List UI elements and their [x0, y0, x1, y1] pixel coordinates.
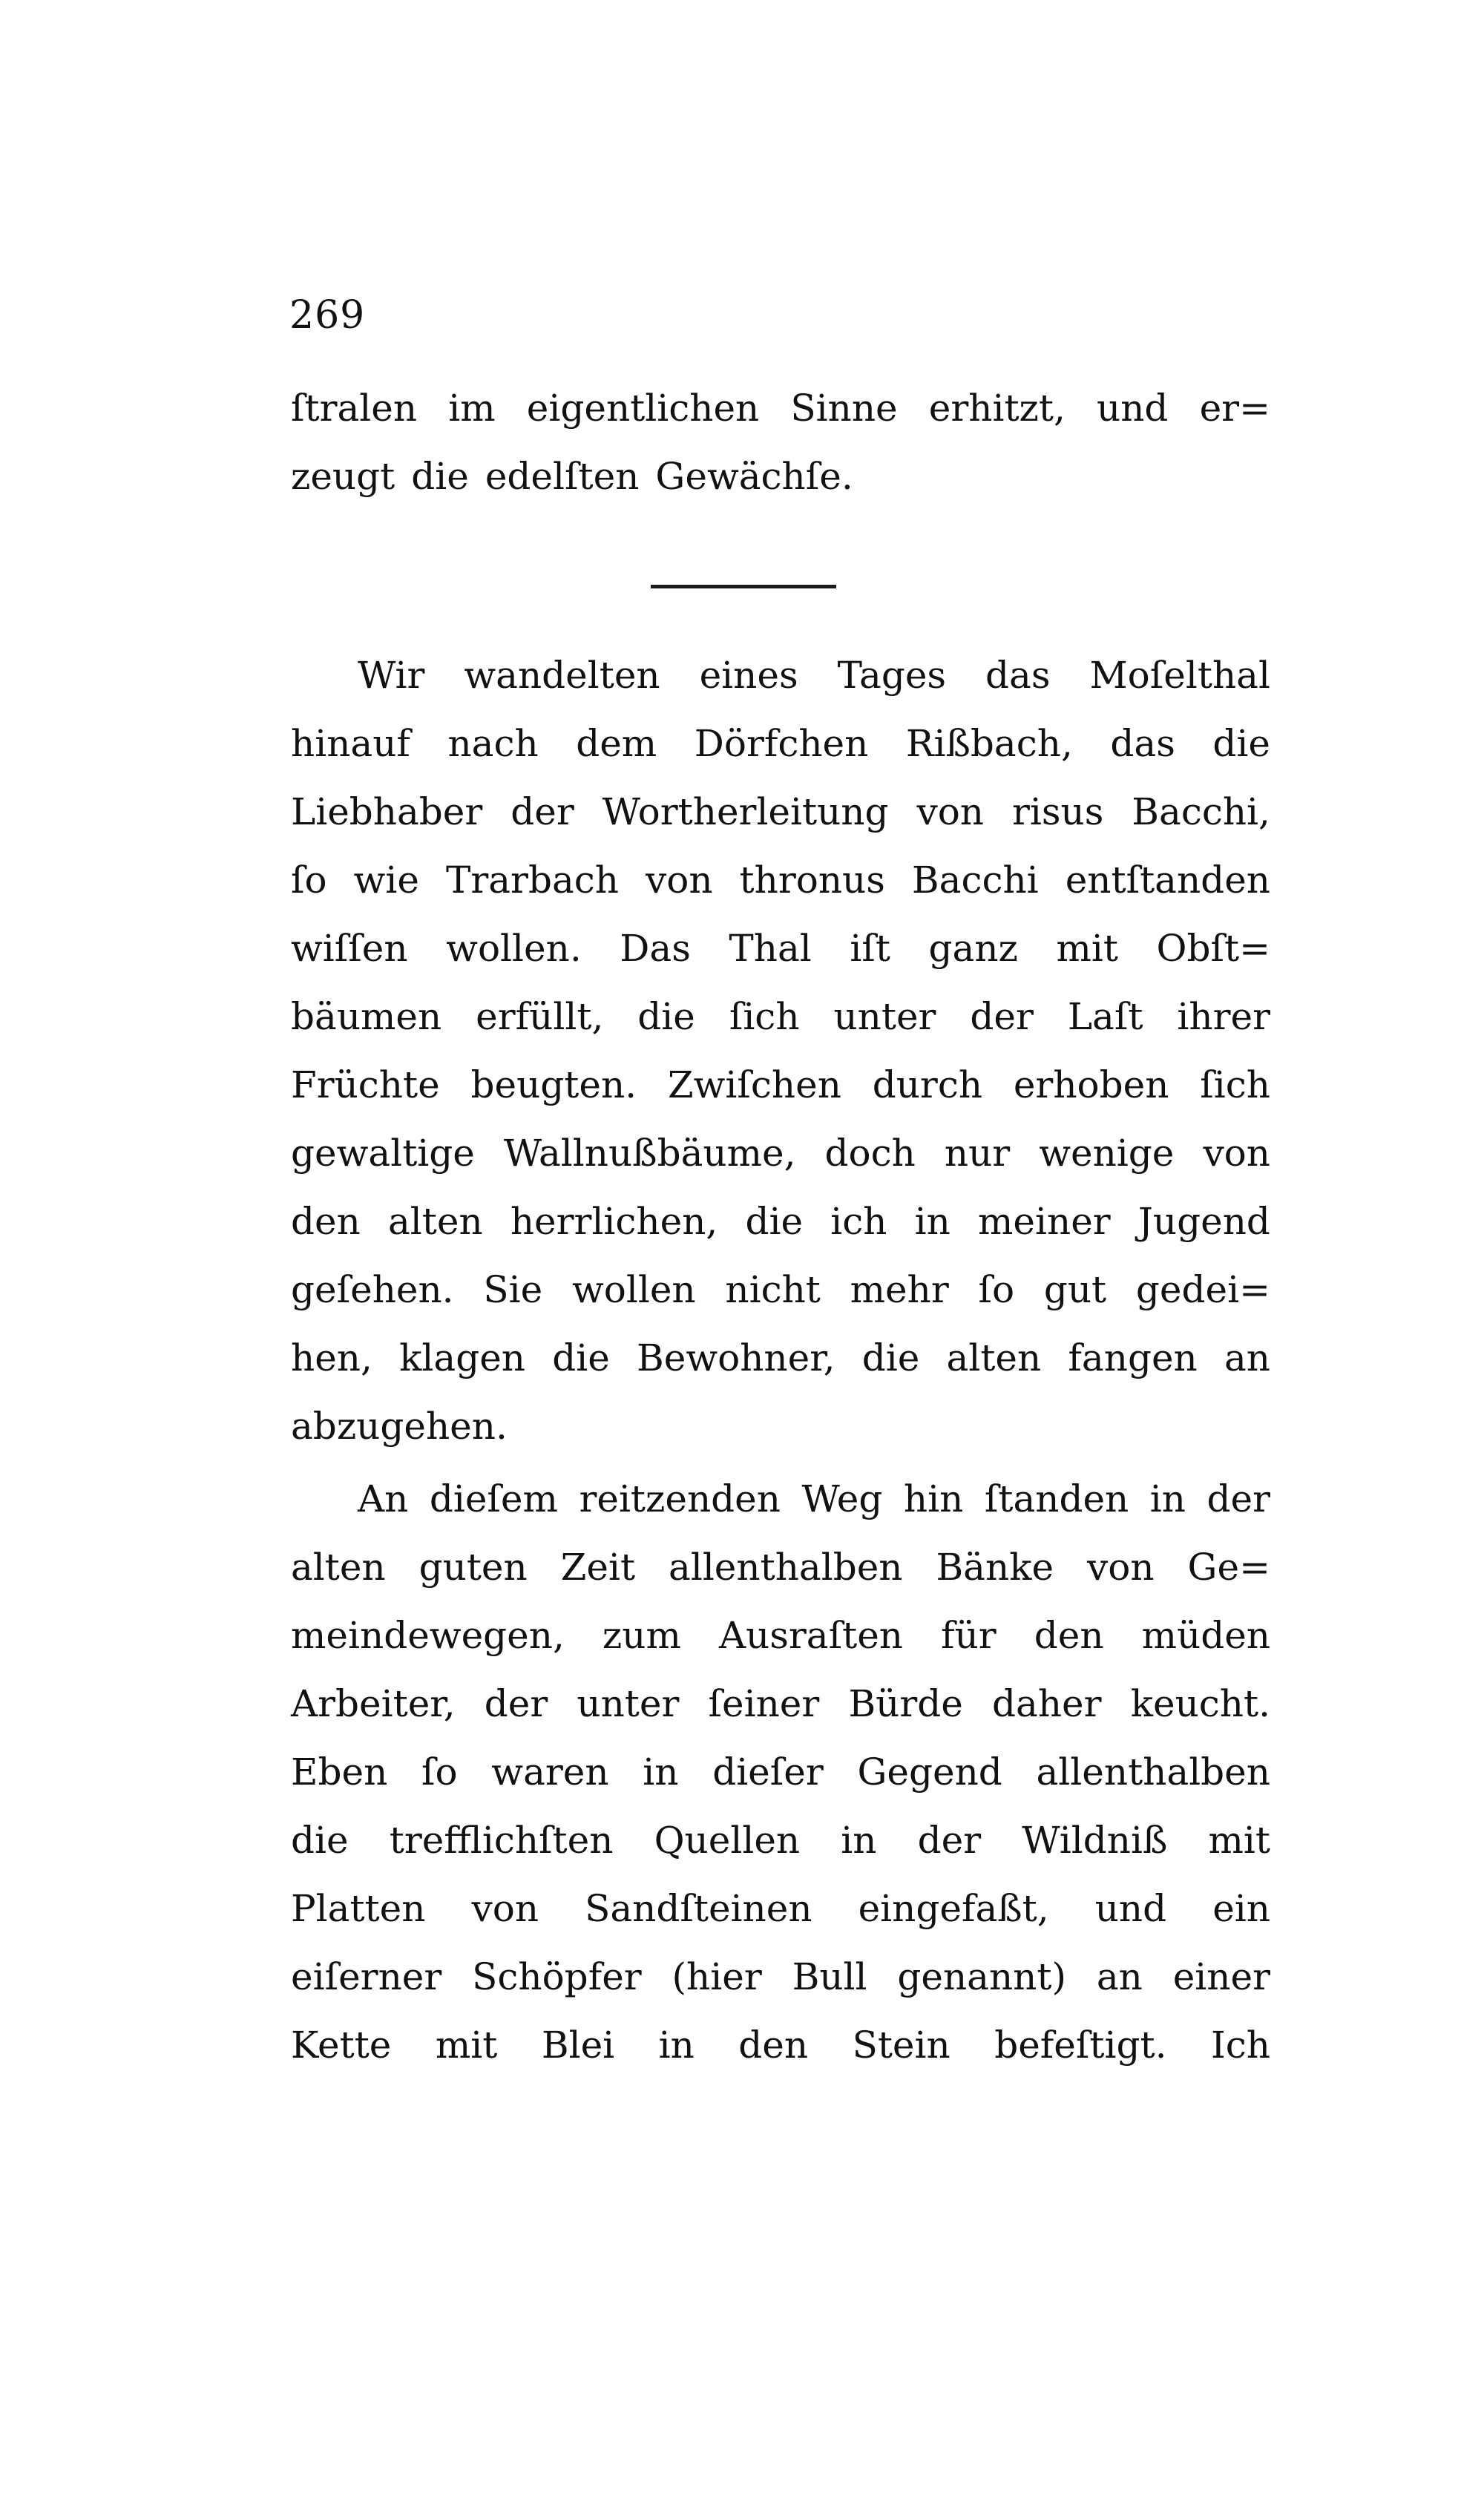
- word: in: [841, 1819, 877, 1862]
- word: reitzenden: [579, 1477, 781, 1520]
- word: der: [1206, 1477, 1270, 1520]
- word: dieſem: [429, 1477, 558, 1520]
- word: Ausraſten: [718, 1614, 904, 1657]
- word: dieſer: [712, 1750, 824, 1794]
- word: Sie: [483, 1268, 543, 1311]
- word: im: [448, 387, 496, 430]
- text-line: [291, 1818, 1270, 1863]
- word: Bürde: [848, 1682, 963, 1725]
- word: fangen: [1068, 1336, 1198, 1379]
- word: Eben: [291, 1750, 388, 1794]
- word: ſich: [729, 995, 800, 1038]
- word: von: [645, 859, 713, 902]
- word: Bänke: [936, 1546, 1054, 1589]
- word: den: [1034, 1614, 1104, 1657]
- text-line: [291, 454, 1270, 499]
- word: Weg: [801, 1477, 883, 1520]
- word: die: [552, 1336, 610, 1379]
- text-line: [291, 1336, 1270, 1380]
- word: dem: [576, 722, 657, 765]
- word: bäumen: [291, 995, 442, 1038]
- word: Dörfchen: [694, 722, 869, 765]
- text-line: [291, 1404, 1270, 1448]
- word: erfüllt,: [476, 995, 604, 1038]
- word: das: [1110, 722, 1175, 765]
- word: daher: [992, 1682, 1102, 1725]
- word: meiner: [978, 1200, 1111, 1243]
- text-line: [291, 858, 1270, 902]
- word: in: [643, 1750, 679, 1794]
- word: trefflichſten: [389, 1819, 614, 1862]
- word: guten: [418, 1546, 528, 1589]
- word: das: [985, 654, 1051, 697]
- text-line: [291, 926, 1270, 971]
- word: Zeit: [560, 1546, 636, 1589]
- word: an: [1096, 1955, 1143, 1998]
- text-line: [291, 386, 1270, 430]
- word: Sandſteinen: [585, 1887, 812, 1930]
- word: von: [916, 790, 985, 833]
- text-line: [291, 1750, 1270, 1794]
- word: allenthalben: [1036, 1750, 1270, 1794]
- word: Moſelthal: [1089, 654, 1270, 697]
- word: eines: [699, 654, 798, 697]
- word: Sinne: [790, 387, 898, 430]
- word: wenige: [1039, 1132, 1175, 1175]
- word: ſeiner: [708, 1682, 820, 1725]
- word: hin: [903, 1477, 964, 1520]
- word: mit: [1056, 927, 1118, 970]
- text-line: [291, 1681, 1270, 1726]
- text-line: [291, 1063, 1270, 1107]
- word: Ge=: [1187, 1546, 1270, 1589]
- word: einer: [1172, 1955, 1270, 1998]
- word: erhoben: [1013, 1063, 1169, 1106]
- word: Liebhaber: [291, 790, 483, 833]
- word: in: [914, 1200, 951, 1243]
- page-number: 269: [289, 293, 366, 338]
- word: von: [1087, 1546, 1155, 1589]
- word: zum: [602, 1614, 681, 1657]
- word: nur: [944, 1132, 1011, 1175]
- word: ſtralen: [291, 387, 418, 430]
- word: Jugend: [1137, 1200, 1270, 1243]
- word: (hier: [672, 1955, 762, 1998]
- word: eigentlichen: [526, 387, 760, 430]
- text-line: [291, 2023, 1270, 2067]
- word: müden: [1141, 1614, 1270, 1657]
- word: ſo: [978, 1268, 1015, 1311]
- word: eiſerner: [291, 1955, 442, 1998]
- text-line: [291, 1131, 1270, 1175]
- word: risus: [1011, 790, 1104, 833]
- word: eingefaßt,: [858, 1887, 1049, 1930]
- word: durch: [872, 1063, 983, 1106]
- text-line: [291, 1267, 1270, 1312]
- word: Arbeiter,: [291, 1682, 456, 1725]
- word: Zwiſchen: [667, 1063, 841, 1106]
- word: geſehen.: [291, 1268, 454, 1311]
- word: Bull: [792, 1955, 867, 1998]
- word: Quellen: [654, 1819, 801, 1862]
- word: Wallnußbäume,: [503, 1132, 796, 1175]
- text-line: [291, 994, 1270, 1039]
- word: herrlichen,: [510, 1200, 718, 1243]
- text-line: [291, 790, 1270, 834]
- word: An: [358, 1477, 409, 1520]
- word: alten: [291, 1546, 386, 1589]
- word: und: [1097, 387, 1169, 430]
- word: unter: [577, 1682, 680, 1725]
- word: den: [738, 2024, 809, 2067]
- word: allenthalben: [669, 1546, 903, 1589]
- word: Das: [620, 927, 691, 970]
- word: Bewohner,: [637, 1336, 835, 1379]
- word: Platten: [291, 1887, 426, 1930]
- word: wandelten: [464, 654, 660, 697]
- word: unter: [833, 995, 936, 1038]
- word: gedei=: [1135, 1268, 1270, 1311]
- word: der: [484, 1682, 548, 1725]
- word: doch: [824, 1132, 916, 1175]
- text-line: [358, 653, 1270, 698]
- word: Blei: [541, 2024, 615, 2067]
- word: thronus: [739, 859, 885, 902]
- word: er=: [1199, 387, 1270, 430]
- word: edelſten: [485, 455, 640, 498]
- word: Wir: [358, 654, 425, 697]
- word: genannt): [897, 1955, 1066, 1998]
- word: nach: [447, 722, 539, 765]
- word: Trarbach: [446, 859, 619, 902]
- word: den: [291, 1200, 361, 1243]
- word: erhitzt,: [928, 387, 1066, 430]
- word: wollen.: [446, 927, 582, 970]
- word: für: [941, 1614, 997, 1657]
- word: abzugehen.: [291, 1405, 508, 1448]
- word: ſo: [291, 859, 327, 902]
- word: ſich: [1200, 1063, 1270, 1106]
- word: wie: [353, 859, 419, 902]
- word: ein: [1212, 1887, 1270, 1930]
- word: ſo: [421, 1750, 458, 1794]
- word: der: [917, 1819, 982, 1862]
- word: alten: [387, 1200, 483, 1243]
- word: Wildniß: [1022, 1819, 1168, 1862]
- word: Bacchi,: [1132, 790, 1270, 833]
- word: Gegend: [857, 1750, 1002, 1794]
- word: Thal: [729, 927, 812, 970]
- word: die: [291, 1819, 349, 1862]
- text-line: [291, 1955, 1270, 1999]
- word: Gewächſe.: [655, 455, 853, 498]
- word: wiſſen: [291, 927, 408, 970]
- word: von: [1203, 1132, 1270, 1175]
- word: in: [658, 2024, 695, 2067]
- word: Tages: [837, 654, 947, 697]
- word: mit: [435, 2024, 498, 2067]
- word: die: [411, 455, 469, 498]
- word: befeſtigt.: [994, 2024, 1167, 2067]
- word: keucht.: [1130, 1682, 1270, 1725]
- text-line: [291, 721, 1270, 766]
- word: Obſt=: [1156, 927, 1270, 970]
- word: die: [861, 1336, 920, 1379]
- word: hen,: [291, 1336, 372, 1379]
- word: hinauf: [291, 722, 410, 765]
- word: Ich: [1210, 2024, 1270, 2067]
- word: ich: [830, 1200, 887, 1243]
- word: wollen: [571, 1268, 696, 1311]
- text-line: [291, 1613, 1270, 1658]
- text-line: [358, 1477, 1270, 1521]
- section-divider: [651, 585, 836, 588]
- word: Früchte: [291, 1063, 440, 1106]
- word: ihrer: [1177, 995, 1270, 1038]
- text-line: [291, 1199, 1270, 1244]
- word: der: [510, 790, 574, 833]
- word: Bacchi: [911, 859, 1039, 902]
- word: iſt: [850, 927, 890, 970]
- word: zeugt: [291, 455, 395, 498]
- word: und: [1094, 1887, 1167, 1930]
- word: die: [637, 995, 695, 1038]
- word: Wortherleitung: [602, 790, 889, 833]
- word: Stein: [852, 2024, 951, 2067]
- word: gut: [1043, 1268, 1107, 1311]
- word: die: [745, 1200, 804, 1243]
- word: ſtanden: [984, 1477, 1129, 1520]
- word: Rißbach,: [905, 722, 1073, 765]
- word: klagen: [399, 1336, 525, 1379]
- word: Kette: [291, 2024, 392, 2067]
- text-line: [291, 1545, 1270, 1589]
- word: von: [471, 1887, 539, 1930]
- word: mit: [1208, 1819, 1270, 1862]
- word: meindewegen,: [291, 1614, 565, 1657]
- text-line: [291, 1886, 1270, 1931]
- word: Schöpfer: [472, 1955, 642, 1998]
- word: an: [1224, 1336, 1270, 1379]
- word: waren: [491, 1750, 609, 1794]
- word: die: [1212, 722, 1270, 765]
- word: alten: [946, 1336, 1042, 1379]
- word: mehr: [850, 1268, 949, 1311]
- word: ganz: [928, 927, 1018, 970]
- word: beugten.: [470, 1063, 637, 1106]
- word: Laſt: [1067, 995, 1143, 1038]
- word: in: [1149, 1477, 1186, 1520]
- word: gewaltige: [291, 1132, 475, 1175]
- word: der: [970, 995, 1034, 1038]
- word: entſtanden: [1065, 859, 1270, 902]
- word: nicht: [725, 1268, 821, 1311]
